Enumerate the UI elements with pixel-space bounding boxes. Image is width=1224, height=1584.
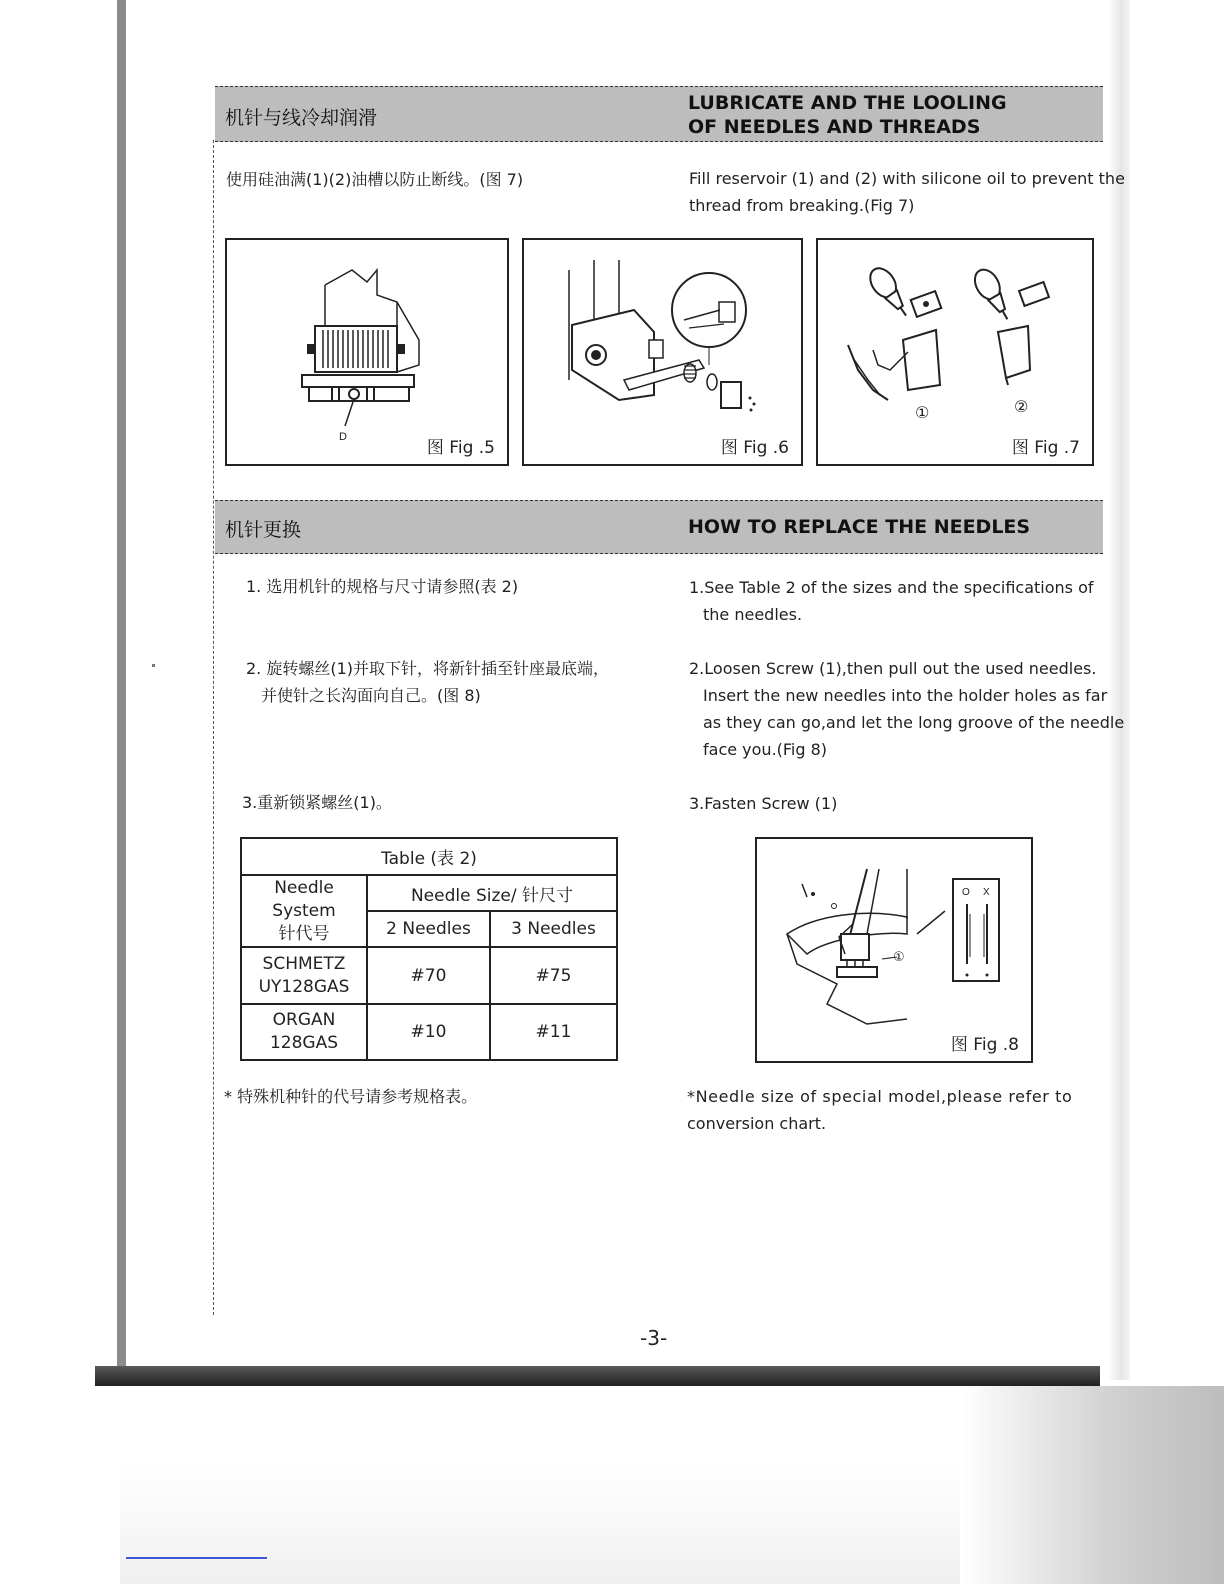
needle-size-table — [240, 837, 618, 1061]
table-cell-3-needles: #11 — [490, 1004, 617, 1060]
table-title: Table (表 2) — [241, 838, 617, 875]
section-heading-en: LUBRICATE AND THE LOOLING OF NEEDLES AND THREADS — [688, 92, 1007, 138]
table-header-3-needles: 3 Needles — [490, 911, 617, 947]
table-cell-system: SCHMETZ UY128GAS — [241, 947, 367, 1004]
scan-speck — [152, 664, 155, 667]
figure-8 — [755, 837, 1033, 1063]
section2-heading-en: HOW TO REPLACE THE NEEDLES — [688, 516, 1031, 538]
scan-bottom-edge — [95, 1366, 1100, 1386]
table-cell-3-needles: #75 — [490, 947, 617, 1004]
figure-6 — [522, 238, 803, 466]
fig6-illustration — [524, 240, 801, 464]
table-row — [241, 1004, 617, 1060]
fig5-illustration — [227, 240, 507, 464]
fig7-illustration — [818, 240, 1092, 464]
table-header-size: Needle Size/ 针尺寸 — [367, 875, 617, 911]
step1-en: 1.See Table 2 of the sizes and the specifications of the needles. — [689, 578, 1094, 624]
stray-underline — [126, 1557, 267, 1559]
fig8-label-o: O — [962, 887, 970, 898]
step3-zh: 3.重新锁紧螺丝(1)。 — [242, 793, 392, 812]
fig8-caption: 图 Fig .8 — [950, 1035, 1019, 1055]
step2-zh: 2. 旋转螺丝(1)并取下针，将新针插至针座最底端， 并使针之长沟面向自己。(图 8) — [246, 659, 610, 705]
step3-en: 3.Fasten Screw (1) — [689, 794, 838, 813]
fig5-label-d: D — [339, 431, 347, 443]
table-header-system: Needle System 针代号 — [241, 875, 367, 947]
section-banner-lubricate — [215, 86, 1103, 142]
lubricate-text-zh: 使用硅油满(1)(2)油槽以防止断线。(图 7) — [226, 170, 524, 189]
table-cell-2-needles: #70 — [367, 947, 490, 1004]
section-banner-replace-needles — [215, 500, 1103, 554]
figure-7 — [816, 238, 1094, 466]
table-cell-2-needles: #10 — [367, 1004, 490, 1060]
left-dashed-guide — [213, 140, 214, 1315]
fig8-illustration — [757, 839, 1031, 1061]
fig7-label-1: ① — [915, 403, 930, 422]
fig8-label-x: X — [983, 887, 990, 898]
page-number: -3- — [640, 1326, 668, 1350]
scan-corner-shade — [960, 1386, 1224, 1584]
fig7-caption: 图 Fig .7 — [1011, 438, 1080, 458]
fig8-label-1: ① — [893, 950, 905, 965]
figure-5 — [225, 238, 509, 466]
lubricate-text-en: Fill reservoir (1) and (2) with silicone oil to prevent the thread from breaking.(Fig 7) — [689, 169, 1125, 215]
section-heading-zh: 机针与线冷却润滑 — [225, 107, 378, 129]
fig7-label-2: ② — [1014, 397, 1029, 416]
section2-heading-zh: 机针更换 — [225, 519, 302, 541]
table-header-2-needles: 2 Needles — [367, 911, 490, 947]
table-cell-system: ORGAN 128GAS — [241, 1004, 367, 1060]
footnote-en: *Needle size of special model,please refer to conversion chart. — [687, 1087, 1073, 1133]
fig5-caption: 图 Fig .5 — [426, 438, 495, 458]
footnote-zh: * 特殊机种针的代号请参考规格表。 — [224, 1087, 478, 1106]
scan-binding-edge — [117, 0, 126, 1380]
fig6-caption: 图 Fig .6 — [720, 438, 789, 458]
step2-en: 2.Loosen Screw (1),then pull out the used needles. Insert the new needles into the holder holes as far as they can go,and let the long groove of the needle face you.(Fig 8) — [689, 659, 1125, 759]
step1-zh: 1. 选用机针的规格与尺寸请参照(表 2) — [246, 577, 519, 596]
table-row — [241, 947, 617, 1004]
